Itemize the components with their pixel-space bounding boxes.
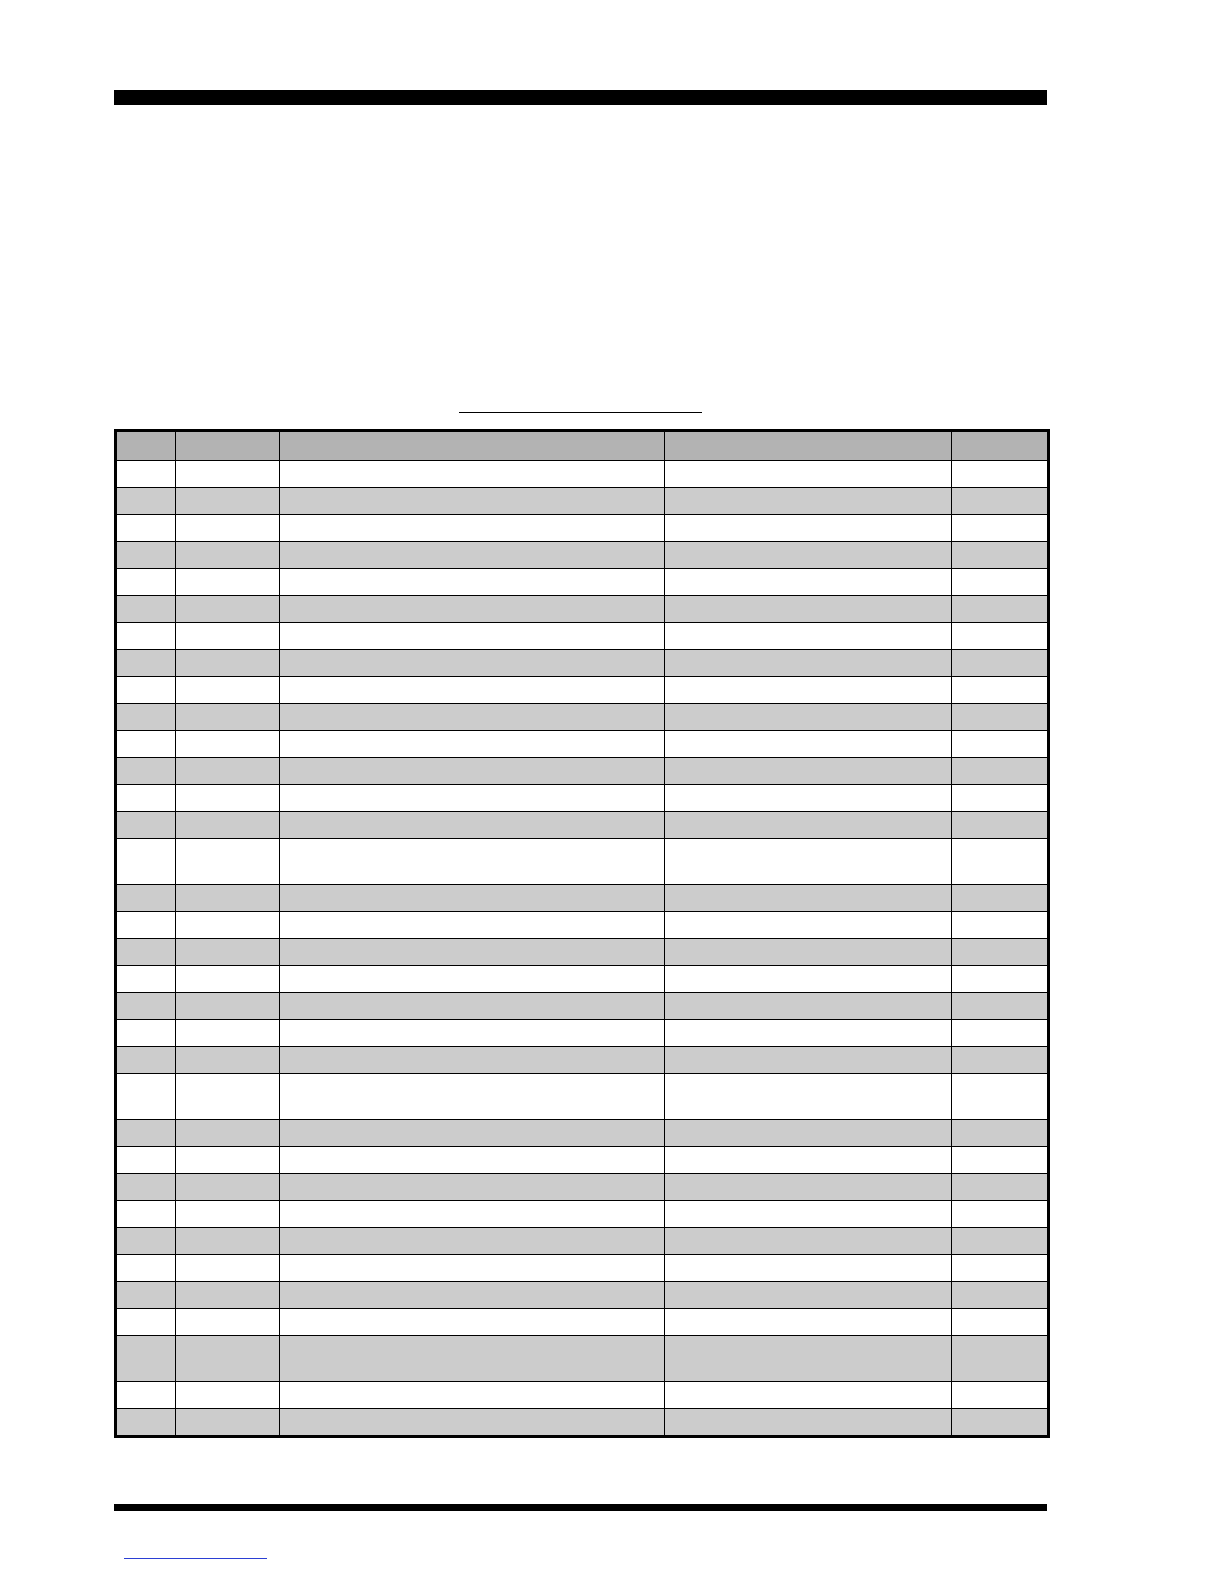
table-cell: [116, 542, 176, 569]
table-cell: [116, 569, 176, 596]
table-cell: [665, 461, 952, 488]
table-cell: [280, 1228, 665, 1255]
table-cell: [280, 650, 665, 677]
table-cell: [665, 1228, 952, 1255]
table-cell: [665, 515, 952, 542]
table-row: [116, 939, 1049, 966]
table-row: [116, 966, 1049, 993]
table-cell: [116, 1174, 176, 1201]
table-row: [116, 623, 1049, 650]
table-row: [116, 650, 1049, 677]
table-cell: [952, 1020, 1049, 1047]
table-row: [116, 677, 1049, 704]
header-cell: [280, 431, 665, 461]
table-cell: [116, 939, 176, 966]
table-cell: [116, 704, 176, 731]
table-cell: [952, 1074, 1049, 1120]
table-row: [116, 569, 1049, 596]
table-cell: [665, 939, 952, 966]
table-cell: [280, 966, 665, 993]
table-cell: [665, 650, 952, 677]
table-cell: [952, 1174, 1049, 1201]
table-cell: [665, 1074, 952, 1120]
table-cell: [116, 650, 176, 677]
table-cell: [280, 785, 665, 812]
table-cell: [280, 1120, 665, 1147]
table-row: [116, 1228, 1049, 1255]
table-cell: [280, 1174, 665, 1201]
table-cell: [280, 839, 665, 885]
table-cell: [116, 731, 176, 758]
table-cell: [116, 1255, 176, 1282]
table-cell: [176, 912, 280, 939]
table-cell: [952, 1201, 1049, 1228]
table-cell: [952, 1309, 1049, 1336]
table-cell: [280, 1282, 665, 1309]
table-cell: [280, 704, 665, 731]
header-cell: [952, 431, 1049, 461]
table-cell: [665, 758, 952, 785]
header-cell: [116, 431, 176, 461]
parts-table: [114, 429, 1050, 1438]
table-cell: [116, 623, 176, 650]
table-cell: [952, 885, 1049, 912]
table-cell: [116, 1382, 176, 1409]
table-cell: [665, 731, 952, 758]
table-cell: [116, 758, 176, 785]
table-cell: [116, 885, 176, 912]
table-row: [116, 993, 1049, 1020]
table-cell: [280, 1020, 665, 1047]
table-cell: [116, 1228, 176, 1255]
table-cell: [280, 812, 665, 839]
table-cell: [280, 569, 665, 596]
table-row: [116, 1409, 1049, 1437]
table-cell: [665, 885, 952, 912]
table-cell: [176, 1047, 280, 1074]
table-cell: [665, 785, 952, 812]
table-cell: [665, 623, 952, 650]
table-cell: [952, 966, 1049, 993]
table-row: [116, 1047, 1049, 1074]
table-cell: [952, 677, 1049, 704]
table-cell: [176, 1147, 280, 1174]
table-row: [116, 1255, 1049, 1282]
table-cell: [176, 488, 280, 515]
table-cell: [280, 939, 665, 966]
table-cell: [952, 596, 1049, 623]
table-cell: [176, 885, 280, 912]
table-cell: [952, 785, 1049, 812]
table-row: [116, 1309, 1049, 1336]
table-cell: [665, 1120, 952, 1147]
table-cell: [280, 596, 665, 623]
table-cell: [280, 542, 665, 569]
table-cell: [176, 1409, 280, 1437]
table-cell: [116, 1309, 176, 1336]
table-row: [116, 912, 1049, 939]
table-cell: [280, 1309, 665, 1336]
table-cell: [665, 993, 952, 1020]
table-cell: [280, 1147, 665, 1174]
table-cell: [116, 812, 176, 839]
header-cell: [176, 431, 280, 461]
table-cell: [952, 1255, 1049, 1282]
table-row: [116, 839, 1049, 885]
table-cell: [176, 758, 280, 785]
table-cell: [280, 1409, 665, 1437]
table-cell: [952, 488, 1049, 515]
table-cell: [280, 993, 665, 1020]
table-cell: [280, 623, 665, 650]
table-cell: [665, 1309, 952, 1336]
table-row: [116, 812, 1049, 839]
table-cell: [952, 731, 1049, 758]
table-cell: [280, 461, 665, 488]
table-cell: [116, 1282, 176, 1309]
table-row: [116, 488, 1049, 515]
table-cell: [952, 515, 1049, 542]
table-cell: [280, 731, 665, 758]
table-cell: [280, 758, 665, 785]
table-cell: [952, 1282, 1049, 1309]
table-row: [116, 596, 1049, 623]
table-row: [116, 785, 1049, 812]
table-cell: [116, 993, 176, 1020]
table-row: [116, 1020, 1049, 1047]
table-cell: [116, 515, 176, 542]
table-cell: [116, 785, 176, 812]
table-cell: [176, 650, 280, 677]
table-cell: [176, 1074, 280, 1120]
table-cell: [176, 461, 280, 488]
table-cell: [665, 542, 952, 569]
table-row: [116, 704, 1049, 731]
table-cell: [952, 1336, 1049, 1382]
table-cell: [665, 1174, 952, 1201]
table-row: [116, 515, 1049, 542]
table-cell: [176, 1228, 280, 1255]
table-row: [116, 542, 1049, 569]
table-header-row: [116, 431, 1049, 461]
header-cell: [665, 431, 952, 461]
table-row: [116, 731, 1049, 758]
table-cell: [116, 1120, 176, 1147]
table-cell: [665, 569, 952, 596]
table-cell: [952, 623, 1049, 650]
table-cell: [665, 812, 952, 839]
table-cell: [176, 966, 280, 993]
table-cell: [116, 1047, 176, 1074]
table-cell: [116, 1201, 176, 1228]
table-row: [116, 1336, 1049, 1382]
table-cell: [176, 1174, 280, 1201]
table-row: [116, 885, 1049, 912]
table-cell: [176, 515, 280, 542]
table-cell: [952, 569, 1049, 596]
top-rule: [114, 90, 1047, 105]
table-cell: [280, 1336, 665, 1382]
table-cell: [280, 912, 665, 939]
table-cell: [176, 1382, 280, 1409]
table-cell: [280, 1074, 665, 1120]
table-cell: [665, 912, 952, 939]
table-cell: [280, 1382, 665, 1409]
table-cell: [280, 488, 665, 515]
table-cell: [952, 939, 1049, 966]
table-cell: [665, 596, 952, 623]
table-cell: [116, 1409, 176, 1437]
table-caption: [459, 394, 702, 413]
table-cell: [116, 1147, 176, 1174]
table-row: [116, 1074, 1049, 1120]
table-row: [116, 461, 1049, 488]
table-cell: [176, 839, 280, 885]
table-row: [116, 1201, 1049, 1228]
footer-link[interactable]: [124, 1542, 267, 1559]
table-cell: [952, 650, 1049, 677]
table-cell: [665, 1201, 952, 1228]
table-cell: [176, 731, 280, 758]
table-cell: [280, 515, 665, 542]
table-cell: [952, 1228, 1049, 1255]
table-cell: [176, 569, 280, 596]
table-cell: [116, 1074, 176, 1120]
table-cell: [952, 1147, 1049, 1174]
table-cell: [665, 1020, 952, 1047]
table-cell: [665, 966, 952, 993]
table-row: [116, 1282, 1049, 1309]
table-cell: [280, 1047, 665, 1074]
table-cell: [176, 1020, 280, 1047]
table-cell: [116, 461, 176, 488]
table-cell: [176, 993, 280, 1020]
table-cell: [665, 1147, 952, 1174]
table-cell: [952, 542, 1049, 569]
table-cell: [665, 1409, 952, 1437]
table-cell: [952, 912, 1049, 939]
table-cell: [176, 623, 280, 650]
table-cell: [116, 677, 176, 704]
table-cell: [176, 704, 280, 731]
table-cell: [952, 461, 1049, 488]
table-cell: [952, 1120, 1049, 1147]
table-cell: [665, 677, 952, 704]
table-row: [116, 758, 1049, 785]
table-cell: [665, 1255, 952, 1282]
table-cell: [665, 1336, 952, 1382]
table-cell: [665, 1282, 952, 1309]
table-cell: [665, 704, 952, 731]
table-cell: [952, 1382, 1049, 1409]
table-cell: [116, 839, 176, 885]
table-cell: [665, 1382, 952, 1409]
table-cell: [665, 1047, 952, 1074]
table-cell: [665, 839, 952, 885]
table-cell: [116, 1020, 176, 1047]
table-cell: [176, 1282, 280, 1309]
table-cell: [952, 758, 1049, 785]
table-cell: [952, 993, 1049, 1020]
table-cell: [280, 677, 665, 704]
table-cell: [116, 966, 176, 993]
table-cell: [116, 1336, 176, 1382]
table-cell: [952, 704, 1049, 731]
table-cell: [116, 488, 176, 515]
table-cell: [176, 1201, 280, 1228]
table-cell: [280, 1255, 665, 1282]
table-cell: [176, 939, 280, 966]
table-cell: [952, 839, 1049, 885]
table-cell: [665, 488, 952, 515]
bottom-rule: [114, 1504, 1047, 1511]
table-cell: [176, 785, 280, 812]
table-cell: [176, 1255, 280, 1282]
table-cell: [280, 885, 665, 912]
table-cell: [176, 596, 280, 623]
table-cell: [176, 812, 280, 839]
table-cell: [176, 1336, 280, 1382]
table-body: [116, 461, 1049, 1437]
table-cell: [116, 596, 176, 623]
table-row: [116, 1382, 1049, 1409]
table-cell: [952, 812, 1049, 839]
table-cell: [952, 1409, 1049, 1437]
table-cell: [176, 1309, 280, 1336]
table-cell: [116, 912, 176, 939]
table-row: [116, 1174, 1049, 1201]
table-row: [116, 1120, 1049, 1147]
table-cell: [176, 1120, 280, 1147]
table-cell: [280, 1201, 665, 1228]
table-cell: [952, 1047, 1049, 1074]
table-row: [116, 1147, 1049, 1174]
table-cell: [176, 542, 280, 569]
table-cell: [176, 677, 280, 704]
